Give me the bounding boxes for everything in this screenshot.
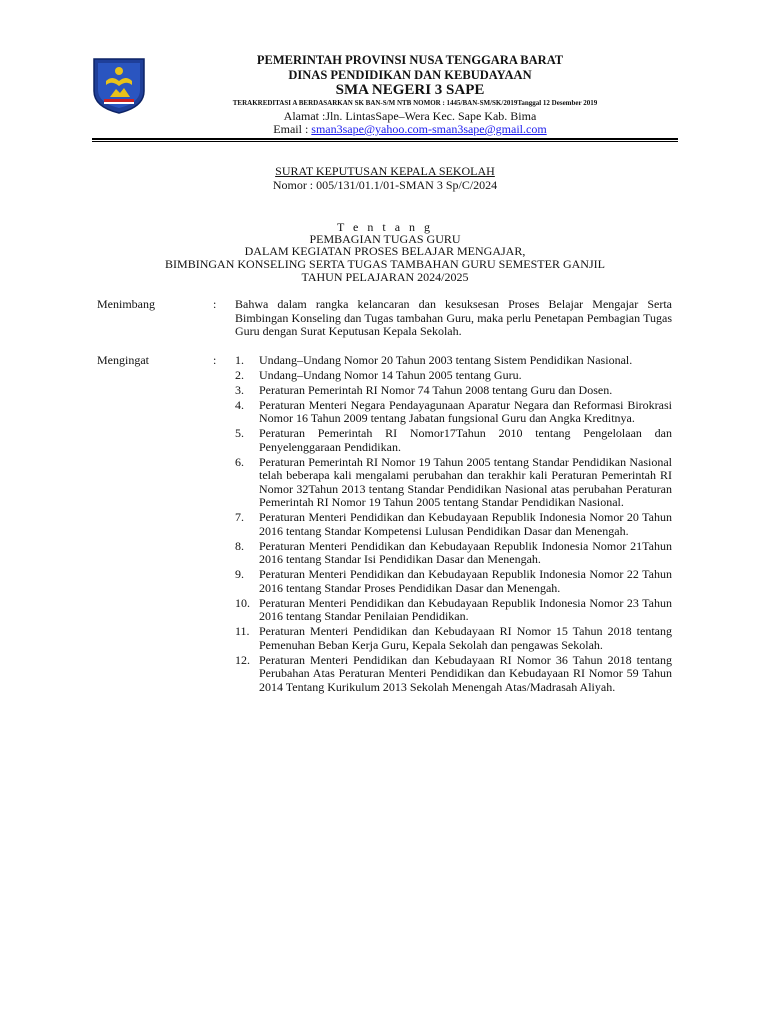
letterhead-divider-thick [92, 138, 678, 140]
email-link[interactable]: sman3sape@yahoo.com-sman3sape@gmail.com [311, 122, 547, 136]
list-item-number: 4. [235, 397, 244, 412]
list-item [235, 384, 672, 398]
list-item-number: 3. [235, 382, 244, 397]
decree-number: Nomor : 005/131/01.1/01-SMAN 3 Sp/C/2024 [272, 178, 498, 192]
list-item-number: 10. [235, 595, 250, 610]
list-item-text: Peraturan Menteri Pendidikan dan Kebudayaan Republik Indonesia Nomor 22 Tahun 2016 tentang Standar Proses Pendidikan Dasar dan Menengah. [259, 567, 672, 595]
list-item-text: Peraturan Menteri Pendidikan dan Kebudayaan RI Nomor 15 Tahun 2018 tentang Pemenuhan Beban Kerja Guru, Kepala Sekolah dan pengawas Sekolah. [259, 624, 672, 652]
list-item-number: 1. [235, 353, 244, 367]
menimbang-colon: : [213, 297, 217, 311]
letterhead-email [160, 123, 660, 135]
menimbang-label: Menimbang [97, 297, 155, 311]
letterhead-address: Alamat :Jln. LintasSape–Wera Kec. Sape Kab. Bima [283, 109, 537, 123]
list-item-number: 6. [235, 454, 244, 469]
list-item-number: 11. [235, 624, 250, 639]
list-item [235, 568, 672, 595]
list-item [235, 456, 672, 510]
list-item [235, 654, 672, 695]
list-item [235, 369, 672, 383]
list-item-number: 12. [235, 652, 250, 667]
list-item-text: Peraturan Menteri Pendidikan dan Kebudayaan Republik Indonesia Nomor 21Tahun 2016 tentang Standar Isi Pendidikan Dasar dan Menengah. [259, 538, 672, 567]
letterhead-school-name: SMA NEGERI 3 SAPE [335, 82, 485, 98]
decree-subject-line-3: BIMBINGAN KONSELING SERTA TUGAS TAMBAHAN GURU SEMESTER GANJIL [165, 257, 605, 271]
list-item-text: Peraturan Menteri Pendidikan dan Kebudayaan RI Nomor 36 Tahun 2018 tentang Perubahan Atas Peraturan Menteri Pendidikan dan Kebudayaan RI Nomor 59 Tahun 2014 Tentang Kurikulum 2013 Sekolah Menengah Atas/Madrasah Aliyah. [259, 652, 672, 694]
list-item [235, 597, 672, 624]
letterhead-accreditation: TERAKREDITASI A BERDASARKAN SK BAN-S/M NTB NOMOR : 1445/BAN-SM/SK/2019Tanggal 12 Desember 2019 [232, 99, 598, 107]
list-item-number: 9. [235, 567, 244, 582]
menimbang-text: Bahwa dalam rangka kelancaran dan kesuksesan Proses Belajar Mengajar Serta Bimbingan Konseling dan Tugas tambahan Guru, maka perlu Penetapan Pembagian Tugas Guru dengan Surat Keputusan Kepala Sekolah. [235, 297, 672, 339]
list-item [235, 540, 672, 567]
list-item-text: Peraturan Pemerintah RI Nomor 74 Tahun 2008 tentang Guru dan Dosen. [259, 382, 613, 397]
list-item-text: Peraturan Pemerintah RI Nomor 19 Tahun 2005 tentang Standar Pendidikan Nasional telah beberapa kali mengalami perubahan dan terakhir kali Peraturan Pemerintah RI Nomor 32Tahun 2013 tentang Standar Pendidikan Nasional atas perubahan Peraturan Pemerintah RI Nomor 19 Tahun 2005 tentang Standar Pendidikan Nasional. [259, 454, 672, 510]
list-item [235, 625, 672, 652]
letterhead-province: PEMERINTAH PROVINSI NUSA TENGGARA BARAT [256, 53, 564, 67]
mengingat-label: Mengingat [97, 353, 149, 367]
list-item-number: 2. [235, 367, 244, 382]
list-item [235, 427, 672, 454]
letterhead-divider-thin [92, 141, 678, 142]
mengingat-colon: : [213, 353, 217, 367]
decree-subject-line-1: PEMBAGIAN TUGAS GURU [309, 232, 461, 246]
letterhead-department: DINAS PENDIDIKAN DAN KEBUDAYAAN [288, 68, 532, 82]
mengingat-list [235, 354, 672, 696]
list-item-number: 5. [235, 426, 244, 441]
list-item-text: Peraturan Pemerintah RI Nomor17Tahun 2010 tentang Pengelolaan dan Penyelenggaraan Pendidikan. [259, 426, 672, 454]
list-item [235, 354, 672, 368]
decree-subject-line-2: DALAM KEGIATAN PROSES BELAJAR MENGAJAR, [244, 244, 526, 258]
list-item-text: Undang–Undang Nomor 14 Tahun 2005 tentang Guru. [259, 367, 522, 382]
list-item [235, 399, 672, 426]
decree-title: SURAT KEPUTUSAN KEPALA SEKOLAH [275, 164, 495, 178]
list-item-text: Peraturan Menteri Pendidikan dan Kebudayaan Republik Indonesia Nomor 20 Tahun 2016 tentang Standar Kompetensi Lulusan Pendidikan Dasar dan Menengah. [259, 510, 672, 538]
list-item-text: Peraturan Menteri Pendidikan dan Kebudayaan Republik Indonesia Nomor 23 Tahun 2016 tentang Standar Penilaian Pendidikan. [259, 595, 672, 624]
list-item-text: Undang–Undang Nomor 20 Tahun 2003 tentang Sistem Pendidikan Nasional. [259, 353, 633, 367]
email-label: Email : [273, 122, 312, 136]
decree-subject-line-4: TAHUN PELAJARAN 2024/2025 [301, 270, 469, 284]
provincial-emblem-logo [90, 57, 148, 115]
list-item [235, 511, 672, 538]
list-item-text: Peraturan Menteri Negara Pendayagunaan Aparatur Negara dan Reformasi Birokrasi Nomor 16 Tahun 2009 tentang Jabatan fungsional Guru dan Angka Kreditnya. [259, 397, 672, 426]
list-item-number: 7. [235, 510, 244, 525]
list-item-number: 8. [235, 538, 244, 553]
decree-tentang: T e n t a n g [336, 220, 434, 234]
